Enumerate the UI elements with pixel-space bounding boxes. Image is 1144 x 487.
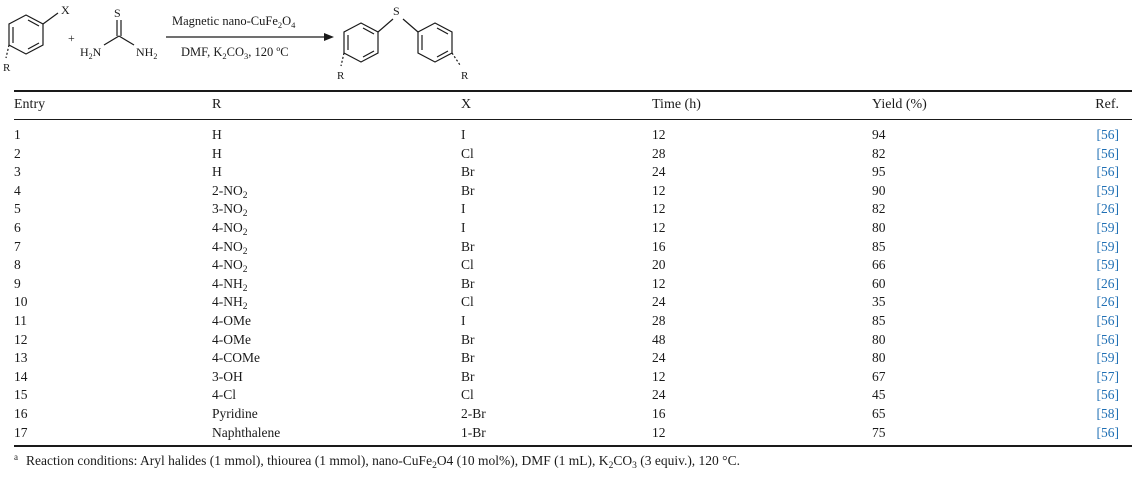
yield-cell: 80 xyxy=(872,350,886,366)
entry-cell: 16 xyxy=(14,405,28,421)
thiourea-right-amine: $NH_2$ xyxy=(136,45,158,61)
header-ref: Ref. xyxy=(1095,97,1119,112)
time-cell: 24 xyxy=(652,387,666,403)
table-row xyxy=(0,256,1144,275)
leaving-group-label: X xyxy=(61,3,70,17)
reference-link[interactable]: [56] xyxy=(1096,164,1119,180)
table-row xyxy=(0,238,1144,257)
catalyst-label: Magnetic nano-$CuFe_2O_4$ xyxy=(172,14,296,30)
substituent-cell: Naphthalene xyxy=(212,424,281,440)
halide-cell: Br xyxy=(461,368,475,384)
table-row xyxy=(0,275,1144,294)
entry-cell: 8 xyxy=(14,257,21,273)
entry-cell: 10 xyxy=(14,294,28,310)
entry-cell: 9 xyxy=(14,275,21,291)
table-bottom-rule xyxy=(14,445,1132,447)
time-cell: 24 xyxy=(652,294,666,310)
substituent-cell: $3-NO_2$ xyxy=(212,201,248,220)
table-header-rule xyxy=(14,119,1132,120)
table-row xyxy=(0,349,1144,368)
halide-cell: Br xyxy=(461,331,475,347)
substituent-cell: $4-NO_2$ xyxy=(212,219,248,238)
halide-cell: Br xyxy=(461,275,475,291)
table-row xyxy=(0,200,1144,219)
header-r: R xyxy=(212,97,222,112)
time-cell: 48 xyxy=(652,331,666,347)
substituent-cell: $4-NH_2$ xyxy=(212,275,248,294)
table-row xyxy=(0,145,1144,164)
reference-link[interactable]: [59] xyxy=(1096,350,1119,366)
table-row xyxy=(0,163,1144,182)
time-cell: 24 xyxy=(652,350,666,366)
table-row xyxy=(0,293,1144,312)
halide-cell: Br xyxy=(461,238,475,254)
yield-cell: 35 xyxy=(872,294,886,310)
halide-cell: 1-Br xyxy=(461,424,486,440)
time-cell: 20 xyxy=(652,257,666,273)
entry-cell: 17 xyxy=(14,424,28,440)
substituent-cell: Pyridine xyxy=(212,405,258,421)
yield-cell: 75 xyxy=(872,424,886,440)
table-row xyxy=(0,331,1144,350)
yield-cell: 95 xyxy=(872,164,886,180)
halide-cell: Br xyxy=(461,350,475,366)
substituent-cell: H xyxy=(212,145,222,161)
thiourea-left-amine: $H_2N$ xyxy=(80,45,102,61)
yield-cell: 66 xyxy=(872,257,886,273)
conditions-label: DMF, $K_2CO_3$, 120 ºC xyxy=(181,45,289,61)
reference-link[interactable]: [56] xyxy=(1096,387,1119,403)
table-body xyxy=(0,126,1144,442)
entry-cell: 14 xyxy=(14,368,28,384)
header-entry: Entry xyxy=(14,97,46,112)
halide-cell: Cl xyxy=(461,387,474,403)
table-top-rule xyxy=(14,90,1132,92)
product-substituent-left: R xyxy=(337,70,345,82)
substituent-cell: H xyxy=(212,127,222,142)
table-footnote xyxy=(14,452,740,469)
table-row xyxy=(0,405,1144,424)
reference-link[interactable]: [59] xyxy=(1096,238,1119,254)
reference-link[interactable]: [58] xyxy=(1096,405,1119,421)
substituent-cell: $4-NO_2$ xyxy=(212,238,248,257)
substituent-cell: 4-OMe xyxy=(212,331,251,347)
plus-sign: + xyxy=(68,31,75,45)
time-cell: 28 xyxy=(652,145,666,161)
yield-cell: 82 xyxy=(872,145,886,161)
time-cell: 12 xyxy=(652,275,666,291)
table-row xyxy=(0,312,1144,331)
time-cell: 12 xyxy=(652,127,666,142)
substituent-cell: 4-Cl xyxy=(212,387,237,403)
yield-cell: 85 xyxy=(872,238,886,254)
yield-cell: 80 xyxy=(872,331,886,347)
entry-cell: 12 xyxy=(14,331,28,347)
reference-link[interactable]: [26] xyxy=(1096,201,1119,217)
footnote-marker: a xyxy=(14,452,18,462)
entry-cell: 7 xyxy=(14,238,21,254)
header-x: X xyxy=(461,97,472,112)
substituent-cell: H xyxy=(212,164,222,180)
time-cell: 24 xyxy=(652,164,666,180)
time-cell: 12 xyxy=(652,219,666,235)
table-row xyxy=(0,424,1144,443)
reference-link[interactable]: [56] xyxy=(1096,331,1119,347)
aryl-halide-ring-structure xyxy=(6,13,58,58)
reference-link[interactable]: [56] xyxy=(1096,127,1119,142)
substituent-cell: 3-OH xyxy=(212,368,243,384)
reference-link[interactable]: [59] xyxy=(1096,182,1119,198)
halide-cell: I xyxy=(461,312,466,328)
table-row xyxy=(0,386,1144,405)
reaction-arrow xyxy=(166,33,334,41)
yield-cell: 67 xyxy=(872,368,886,384)
header-yield: Yield (%) xyxy=(872,97,927,112)
entry-cell: 2 xyxy=(14,145,21,161)
halide-cell: 2-Br xyxy=(461,405,486,421)
yield-cell: 90 xyxy=(872,182,886,198)
entry-cell: 5 xyxy=(14,201,21,217)
time-cell: 16 xyxy=(652,238,666,254)
halide-cell: I xyxy=(461,127,466,142)
table-row xyxy=(0,182,1144,201)
reference-link[interactable]: [26] xyxy=(1096,294,1119,310)
reference-link[interactable]: [56] xyxy=(1096,145,1119,161)
yield-cell: 45 xyxy=(872,387,886,403)
time-cell: 16 xyxy=(652,405,666,421)
footnote-text: Reaction conditions: Aryl halides (1 mmol), thiourea (1 mmol), nano-CuFe$_2$O4 (10 mol%), DMF (1 mL), $K_2CO_3$ (3 equiv.), 120 °C. xyxy=(26,453,740,471)
product-sulfur-label: S xyxy=(393,4,400,18)
table-row xyxy=(0,368,1144,387)
entry-cell: 4 xyxy=(14,182,21,198)
yield-cell: 80 xyxy=(872,219,886,235)
reference-link[interactable]: [56] xyxy=(1096,312,1119,328)
entry-cell: 3 xyxy=(14,164,21,180)
time-cell: 12 xyxy=(652,182,666,198)
halide-cell: Cl xyxy=(461,257,474,273)
substituent-cell: $4-NH_2$ xyxy=(212,294,248,313)
substituent-cell: 4-OMe xyxy=(212,312,251,328)
yield-cell: 60 xyxy=(872,275,886,291)
table-row xyxy=(0,126,1144,145)
halide-cell: Cl xyxy=(461,145,474,161)
halide-cell: I xyxy=(461,201,466,217)
yield-cell: 85 xyxy=(872,312,886,328)
product-substituent-right: R xyxy=(461,70,469,82)
entry-cell: 11 xyxy=(14,312,27,328)
time-cell: 28 xyxy=(652,312,666,328)
diaryl-sulfide-structure xyxy=(341,19,460,66)
yield-cell: 94 xyxy=(872,127,886,142)
reference-link[interactable]: [59] xyxy=(1096,219,1119,235)
reference-link[interactable]: [56] xyxy=(1096,424,1119,440)
sulfur-atom-label: S xyxy=(114,6,121,20)
entry-cell: 15 xyxy=(14,387,28,403)
substituent-cell: $2-NO_2$ xyxy=(212,182,248,201)
halide-cell: I xyxy=(461,219,466,235)
halide-cell: Cl xyxy=(461,294,474,310)
time-cell: 12 xyxy=(652,368,666,384)
time-cell: 12 xyxy=(652,424,666,440)
thiourea-structure xyxy=(104,20,134,45)
substituent-cell: 4-COMe xyxy=(212,350,260,366)
yield-cell: 65 xyxy=(872,405,886,421)
time-cell: 12 xyxy=(652,201,666,217)
entry-cell: 1 xyxy=(14,127,21,142)
reference-link[interactable]: [59] xyxy=(1096,257,1119,273)
substituent-label: R xyxy=(3,62,11,74)
table-row xyxy=(0,219,1144,238)
reference-link[interactable]: [57] xyxy=(1096,368,1119,384)
entry-cell: 6 xyxy=(14,219,21,235)
header-time: Time (h) xyxy=(652,97,701,112)
substituent-cell: $4-NO_2$ xyxy=(212,257,248,276)
reaction-scheme xyxy=(0,0,1144,88)
reference-link[interactable]: [26] xyxy=(1096,275,1119,291)
entry-cell: 13 xyxy=(14,350,28,366)
yield-cell: 82 xyxy=(872,201,886,217)
halide-cell: Br xyxy=(461,182,475,198)
halide-cell: Br xyxy=(461,164,475,180)
